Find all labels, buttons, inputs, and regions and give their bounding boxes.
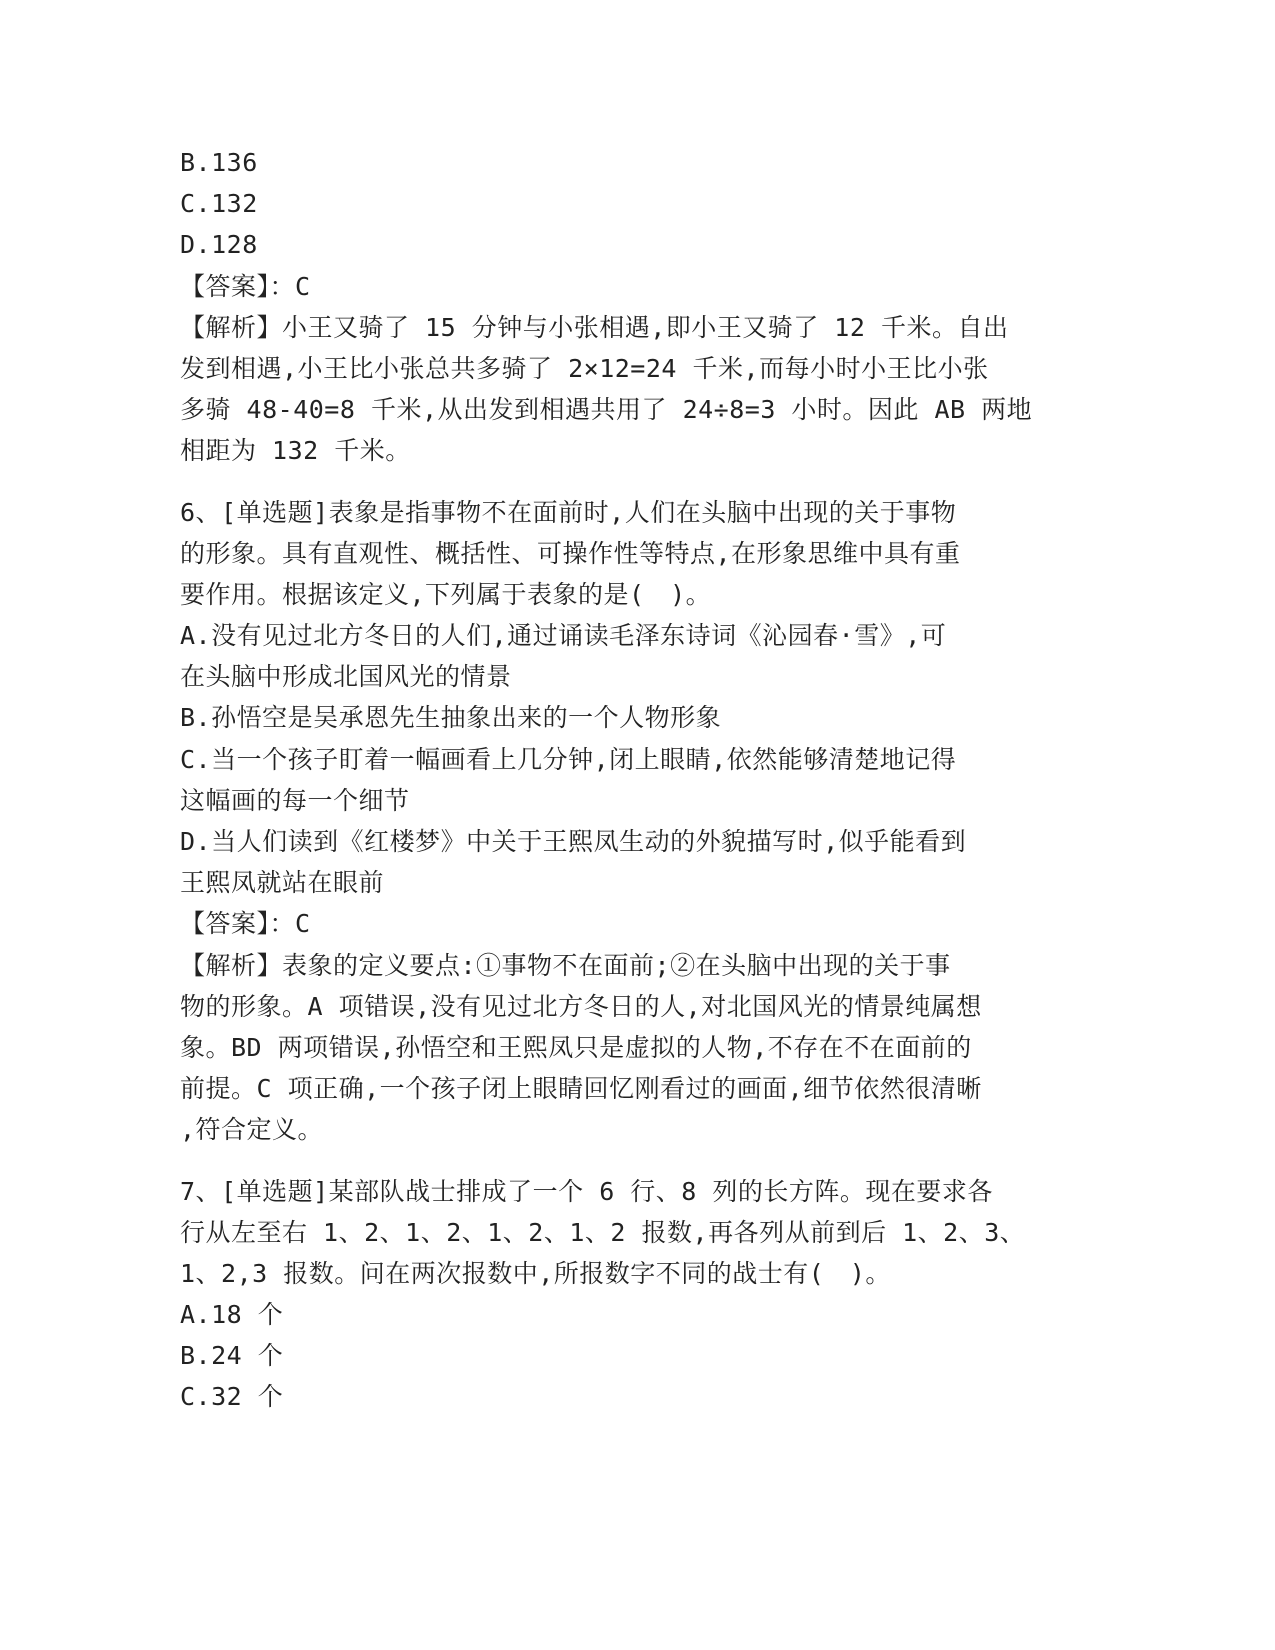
question-6 — [180, 492, 1040, 1151]
option-b: B.24 个 — [180, 1341, 284, 1371]
analysis-line: 象。BD 两项错误,孙悟空和王熙凤只是虚拟的人物,不存在不在面前的 — [180, 1032, 972, 1062]
option-b: B.136 — [180, 148, 258, 177]
option-d: D.当人们读到《红楼梦》中关于王熙凤生动的外貌描写时,似乎能看到 — [180, 827, 967, 856]
option-c-cont: 这幅画的每一个细节 — [180, 785, 410, 815]
analysis-line: ,符合定义。 — [180, 1115, 324, 1145]
analysis-line: 多骑 48-40=8 千米,从出发到相遇共用了 24÷8=3 小时。因此 AB 两地 — [180, 395, 1033, 425]
question-stem-line: 要作用。根据该定义,下列属于表象的是( )。 — [180, 579, 712, 609]
option-c: C.32 个 — [180, 1382, 284, 1412]
question-stem-line: 的形象。具有直观性、概括性、可操作性等特点,在形象思维中具有重 — [180, 538, 961, 568]
option-a: A.没有见过北方冬日的人们,通过诵读毛泽东诗词《沁园春·雪》,可 — [180, 621, 947, 651]
analysis-line: 前提。C 项正确,一个孩子闭上眼睛回忆刚看过的画面,细节依然很清晰 — [180, 1074, 982, 1104]
option-b: B.孙悟空是吴承恩先生抽象出来的一个人物形象 — [180, 703, 722, 733]
answer: 【答案】：C — [180, 909, 311, 939]
analysis-line: 物的形象。A 项错误,没有见过北方冬日的人,对北国风光的情景纯属想 — [180, 991, 982, 1021]
analysis-line: 相距为 132 千米。 — [180, 436, 411, 466]
option-d: D.128 — [180, 230, 258, 260]
option-a-cont: 在头脑中形成北国风光的情景 — [180, 662, 512, 692]
option-d-cont: 王熙凤就站在眼前 — [180, 868, 385, 898]
question-stem-line: 7、[单选题]某部队战士排成了一个 6 行、8 列的长方阵。现在要求各 — [180, 1176, 993, 1206]
analysis-line: 【解析】小王又骑了 15 分钟与小张相遇,即小王又骑了 12 千米。自出 — [180, 312, 1009, 342]
question-stem-line: 1、2,3 报数。问在两次报数中,所报数字不同的战士有( )。 — [180, 1258, 891, 1288]
question-7 — [180, 1171, 1040, 1418]
answer: 【答案】：C — [180, 271, 311, 301]
analysis-line: 发到相遇,小王比小张总共多骑了 2×12=24 千米,而每小时小王比小张 — [180, 353, 989, 383]
question-stem-line: 行从左至右 1、2、1、2、1、2、1、2 报数,再各列从前到后 1、2、3、 — [180, 1217, 1026, 1247]
analysis-line: 【解析】表象的定义要点:①事物不在面前;②在头脑中出现的关于事 — [180, 950, 951, 980]
option-c: C.当一个孩子盯着一幅画看上几分钟,闭上眼睛,依然能够清楚地记得 — [180, 744, 957, 774]
question-5 — [180, 142, 1040, 472]
question-stem-line: 6、[单选题]表象是指事物不在面前时,人们在头脑中出现的关于事物 — [180, 497, 957, 527]
document-page — [180, 142, 1040, 1418]
option-a: A.18 个 — [180, 1300, 284, 1330]
option-c: C.132 — [180, 189, 258, 219]
